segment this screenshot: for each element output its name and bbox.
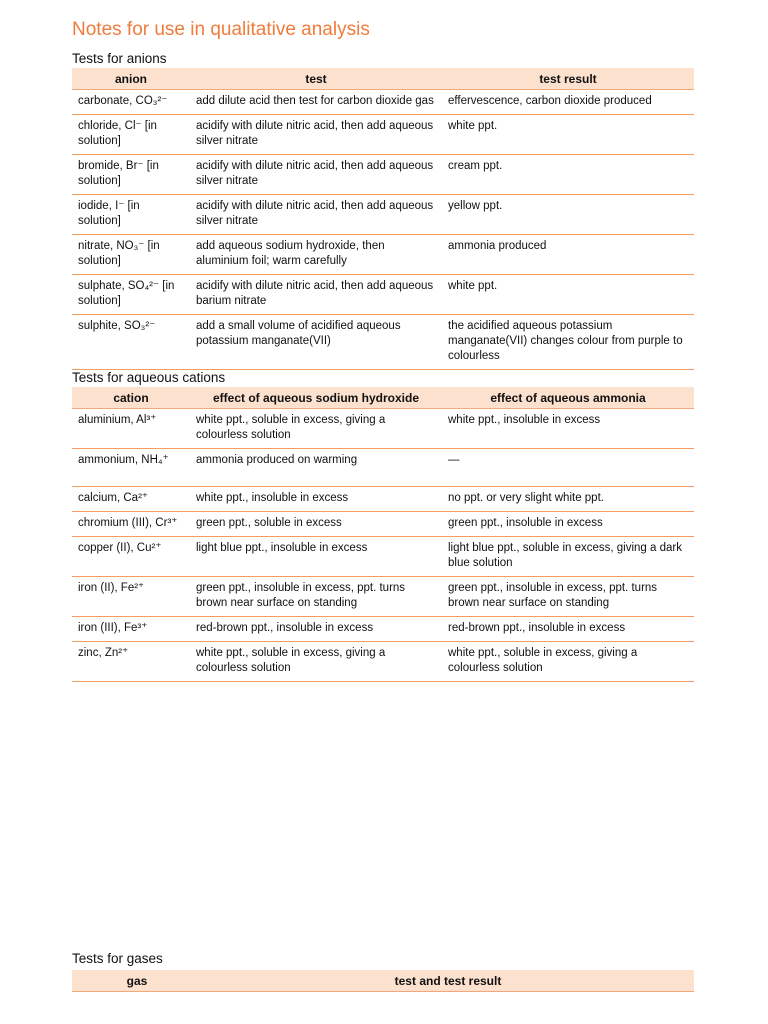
table-row	[72, 115, 694, 155]
table-row	[72, 409, 694, 449]
test-cell: acidify with dilute nitric acid, then add aqueous silver nitrate	[190, 195, 442, 235]
test-cell: add a small volume of acidified aqueous potassium manganate(VII)	[190, 315, 442, 370]
table-row	[72, 487, 694, 512]
ion-cell: carbonate, CO₃²⁻	[72, 90, 190, 115]
result-cell: the acidified aqueous potassium manganate(VII) changes colour from purple to colourless	[442, 315, 694, 370]
nh3-cell: light blue ppt., soluble in excess, giving a dark blue solution	[442, 537, 694, 577]
table-row	[72, 617, 694, 642]
naoh-cell: white ppt., insoluble in excess	[190, 487, 442, 512]
result-cell: effervescence, carbon dioxide produced	[442, 90, 694, 115]
cations-heading: Tests for aqueous cations	[72, 370, 226, 385]
ion-cell: copper (II), Cu²⁺	[72, 537, 190, 577]
ion-cell: chromium (III), Cr³⁺	[72, 512, 190, 537]
nh3-cell: red-brown ppt., insoluble in excess	[442, 617, 694, 642]
ion-cell: sulphite, SO₃²⁻	[72, 315, 190, 370]
column-header: gas	[72, 970, 202, 992]
result-cell: ammonia produced	[442, 235, 694, 275]
test-cell: add dilute acid then test for carbon dioxide gas	[190, 90, 442, 115]
table-row	[72, 155, 694, 195]
table-header-row	[72, 387, 694, 409]
naoh-cell: white ppt., soluble in excess, giving a colourless solution	[190, 642, 442, 682]
anions-table	[72, 68, 694, 370]
ion-cell: sulphate, SO₄²⁻ [in solution]	[72, 275, 190, 315]
column-header: cation	[72, 387, 190, 409]
table-row	[72, 235, 694, 275]
page-title: Notes for use in qualitative analysis	[72, 19, 370, 40]
table-row	[72, 449, 694, 487]
naoh-cell: red-brown ppt., insoluble in excess	[190, 617, 442, 642]
ion-cell: iron (III), Fe³⁺	[72, 617, 190, 642]
test-cell: acidify with dilute nitric acid, then add aqueous barium nitrate	[190, 275, 442, 315]
column-header: anion	[72, 68, 190, 90]
table-row	[72, 195, 694, 235]
gases-table	[72, 970, 694, 992]
result-cell: white ppt.	[442, 275, 694, 315]
nh3-cell: white ppt., soluble in excess, giving a colourless solution	[442, 642, 694, 682]
ion-cell: calcium, Ca²⁺	[72, 487, 190, 512]
result-cell: white ppt.	[442, 115, 694, 155]
table-row	[72, 275, 694, 315]
ion-cell: chloride, Cl⁻ [in solution]	[72, 115, 190, 155]
table-row	[72, 90, 694, 115]
gases-heading: Tests for gases	[72, 951, 163, 966]
table-row	[72, 512, 694, 537]
column-header: test and test result	[202, 970, 694, 992]
test-cell: acidify with dilute nitric acid, then add aqueous silver nitrate	[190, 155, 442, 195]
cations-table	[72, 387, 694, 682]
ion-cell: nitrate, NO₃⁻ [in solution]	[72, 235, 190, 275]
test-cell: acidify with dilute nitric acid, then add aqueous silver nitrate	[190, 115, 442, 155]
ion-cell: ammonium, NH₄⁺	[72, 449, 190, 487]
naoh-cell: ammonia produced on warming	[190, 449, 442, 487]
table-row	[72, 537, 694, 577]
column-header: test result	[442, 68, 694, 90]
ion-cell: iron (II), Fe²⁺	[72, 577, 190, 617]
naoh-cell: green ppt., insoluble in excess, ppt. turns brown near surface on standing	[190, 577, 442, 617]
result-cell: yellow ppt.	[442, 195, 694, 235]
test-cell: add aqueous sodium hydroxide, then aluminium foil; warm carefully	[190, 235, 442, 275]
column-header: effect of aqueous ammonia	[442, 387, 694, 409]
ion-cell: zinc, Zn²⁺	[72, 642, 190, 682]
column-header: test	[190, 68, 442, 90]
table-header-row	[72, 970, 694, 992]
column-header: effect of aqueous sodium hydroxide	[190, 387, 442, 409]
naoh-cell: light blue ppt., insoluble in excess	[190, 537, 442, 577]
table-row	[72, 577, 694, 617]
naoh-cell: green ppt., soluble in excess	[190, 512, 442, 537]
anions-heading: Tests for anions	[72, 51, 167, 66]
nh3-cell: —	[442, 449, 694, 487]
ion-cell: iodide, I⁻ [in solution]	[72, 195, 190, 235]
ion-cell: bromide, Br⁻ [in solution]	[72, 155, 190, 195]
nh3-cell: no ppt. or very slight white ppt.	[442, 487, 694, 512]
nh3-cell: green ppt., insoluble in excess, ppt. turns brown near surface on standing	[442, 577, 694, 617]
table-header-row	[72, 68, 694, 90]
nh3-cell: green ppt., insoluble in excess	[442, 512, 694, 537]
result-cell: cream ppt.	[442, 155, 694, 195]
ion-cell: aluminium, Al³⁺	[72, 409, 190, 449]
table-row	[72, 642, 694, 682]
table-row	[72, 315, 694, 370]
nh3-cell: white ppt., insoluble in excess	[442, 409, 694, 449]
naoh-cell: white ppt., soluble in excess, giving a colourless solution	[190, 409, 442, 449]
